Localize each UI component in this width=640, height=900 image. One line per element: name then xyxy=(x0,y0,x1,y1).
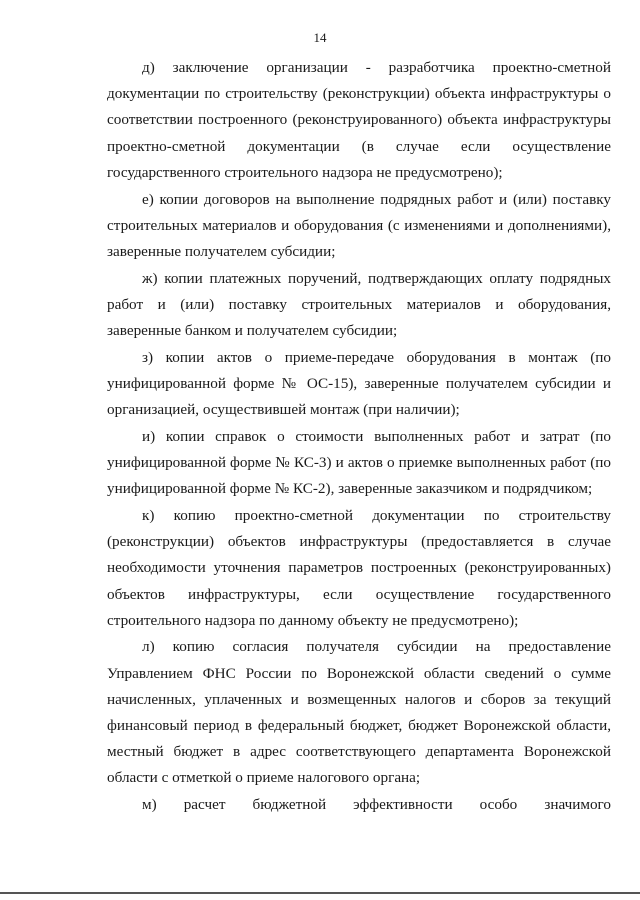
paragraph-d: д) заключение организации - разработчика проектно-сметной документации по строительству (реконструкции) объекта инфраструктуры о соответствии построенного (реконструированного) объекта инфраструктуры проектно-сметной документации (в случае если осуществление государственного строительного надзора не предусмотрено); xyxy=(107,59,611,181)
document-body xyxy=(107,55,611,819)
paragraph-z: з) копии актов о приеме-передаче оборудования в монтаж (по унифицированной форме № ОС-15), заверенные получателем субсидии и организацией, осуществившей монтаж (при наличии); xyxy=(107,348,611,419)
paragraph-e: е) копии договоров на выполнение подрядных работ и (или) поставку строительных материалов и оборудования (с изменениями и дополнениями), заверенные получателем субсидии; xyxy=(107,190,611,260)
paragraph-l: л) копию согласия получателя субсидии на предоставление Управлением ФНС России по Воронежской области сведений о сумме начисленных, уплаченных и возмещенных налогов и сборов за текущий финансовый период в федеральный бюджет, бюджет Воронежской области, местный бюджет в адрес соответствующего департамента Воронежской области с отметкой о приеме налогового органа; xyxy=(107,638,611,787)
paragraph-zh: ж) копии платежных поручений, подтверждающих оплату подрядных работ и (или) поставку строительных материалов и оборудования, заверенные банком и получателем субсидии; xyxy=(107,269,611,340)
paragraph-i: и) копии справок о стоимости выполненных работ и затрат (по унифицированной форме № КС-3) и актов о приемке выполненных работ (по унифицированной форме № КС-2), заверенные заказчиком и подрядчиком; xyxy=(107,427,611,498)
paragraph-m: м) расчет бюджетной эффективности особо значимого xyxy=(142,796,611,814)
page-number: 14 xyxy=(313,30,327,45)
page-bottom-edge xyxy=(0,892,640,894)
paragraph-k: к) копию проектно-сметной документации по строительству (реконструкции) объектов инфраструктуры (предоставляется в случае необходимости уточнения параметров построенных (реконструированных) объектов инфраструктуры, если осуществление государственного строительного надзора по данному объекту не предусмотрено); xyxy=(107,506,611,629)
